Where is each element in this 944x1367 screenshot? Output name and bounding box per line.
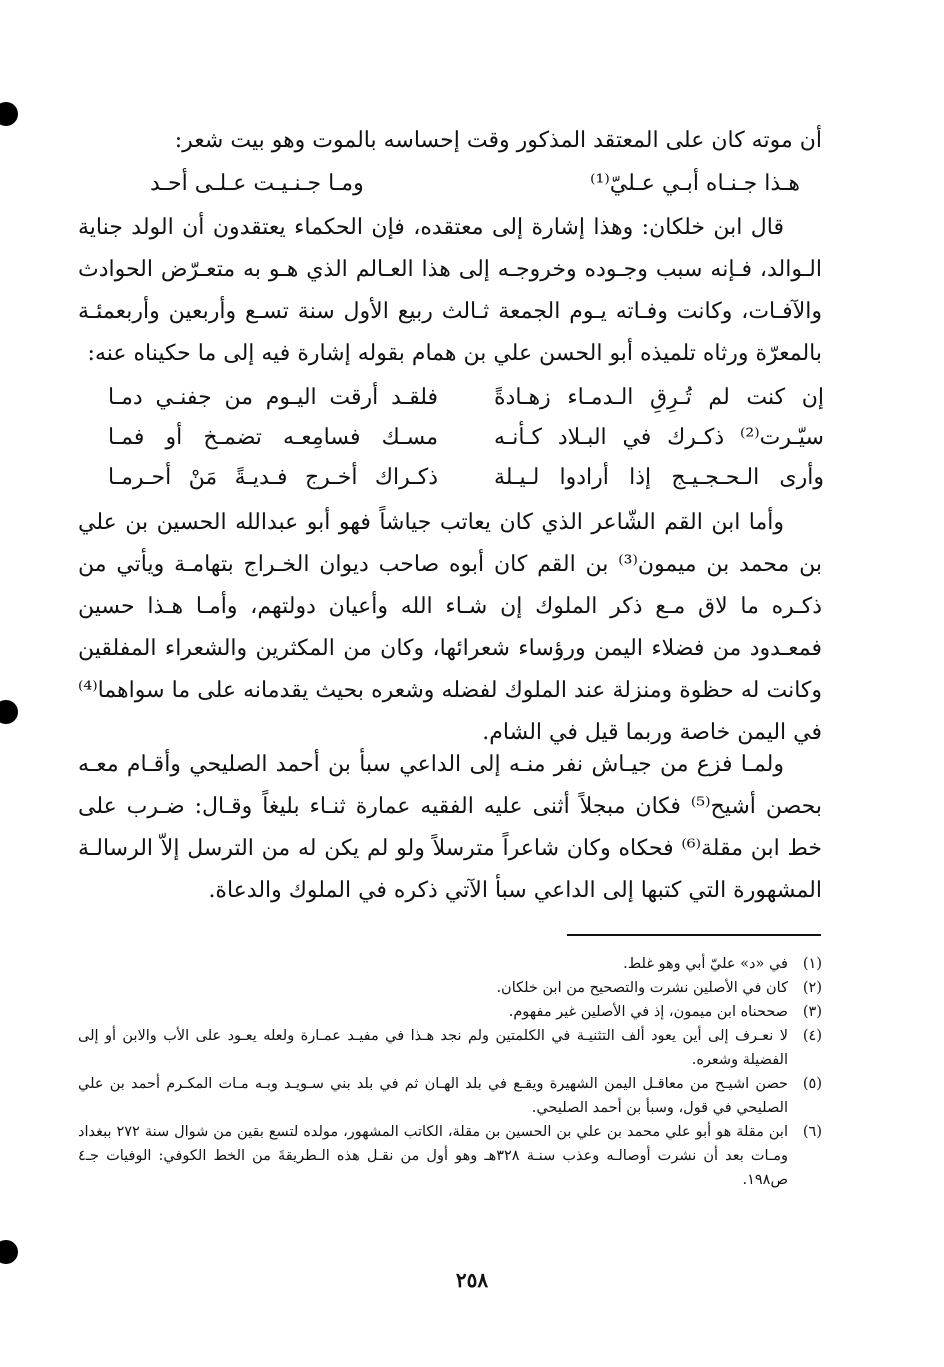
single-verse-first-hemistich: هـذا جـنـاه أبـي عـليّ⁽¹⁾: [590, 171, 800, 196]
elegy-poem: [108, 378, 824, 498]
footnotes: [78, 952, 822, 1192]
poem-line-1-first: إن كنت لم تُـرِقِ الـدمـاء زهـادةً: [494, 385, 824, 410]
footnote-separator: [567, 934, 821, 936]
footnote-number: (٦): [802, 1124, 822, 1140]
paragraph-2-text: وأما ابن القم الشّاعر الذي كان يعاتب جياشاً فهو أبو عبدالله الحسين بن علي بن محمد بن ميمون⁽³⁾ بن القم كان أبوه صاحب ديوان الخـراج بتهامـة ويأتي من ذكـره ما لاق مـع ذكر الملوك إن شـاء الله وأعيان دولتهم، وأمـا هـذا حسين فمعـدود من فضلاء اليمن ورؤساء شعرائها، وكان من المكثرين والشعراء المفلقين وكانت له حظوة ومنزلة عند الملوك لفضله وشعره بحيث يقدمانه على ما سواهما⁽⁴⁾ في اليمن خاصة وربما قيل في الشام.: [78, 510, 822, 745]
footnote-number: (٣): [802, 1004, 822, 1020]
poem-line: [108, 458, 824, 498]
poem-line-2-second: مسـك فسامِعـه تضمـخ أو فمـا: [108, 425, 438, 450]
footnote-text: في «د» عليّ أبي وهو غلط.: [623, 956, 788, 972]
binding-hole-middle: [0, 700, 18, 724]
binding-hole-top: [0, 102, 18, 126]
footnote: [78, 952, 822, 976]
poem-line: [108, 378, 824, 418]
paragraph-3-text: ولمـا فزع من جيـاش نفر منـه إلى الداعي سبأ بن أحمد الصليحي وأقـام معـه بحصن أشيح⁽⁵⁾ فكان مبجلاً أثنى عليه الفقيه عمارة ثنـاء بليغاً وقـال: ضـرب على خط ابن مقلة⁽⁶⁾ فحكاه وكان شاعراً مترسلاً ولو لم يكن له من الترسل إلاّ الرسالـة المشهورة التي كتبها إلى الداعي سبأ الآتي ذكره في الملوك والدعاة.: [78, 752, 823, 903]
footnote-text: لا نعـرف إلى أين يعود ألف التثنيـة في الكلمتين ولم نجد هـذا في مفيـد عمـارة ولعله يعـود على الأب والابن أو إلى الفضيلة وشعره.: [78, 1028, 788, 1068]
footnote-text: ابن مقلة هو أبو علي محمد بن علي بن الحسين بن مقلة، الكاتب المشهور، مولده لتسع بقين من شوال سنة ٢٧٢ ببغداد ومـات بعد أن نشرت أوصالـه وعذب سنـة ٣٢٨هـ وهو أول من نقـل هذه الـطريقةَ من الخط الكوفي: الوفيات جـ٤ ص١٩٨.: [78, 1124, 788, 1188]
poem-line: [108, 418, 824, 458]
footnote: [78, 1072, 822, 1120]
paragraph-1-text: قال ابن خلكان: وهذا إشارة إلى معتقده، فإن الحكماء يعتقدون أن الولد جناية الـوالد، فـإنه سبب وجـوده وخروجـه إلى هذا العـالم الذي هـو به متعـرّض الحوادث والآفـات، وكانت وفـاته يـوم الجمعة ثـالث ربيع الأول سنة تسـع وأربعين وأربعمئـة بالمعرّة ورثاه تلميذه أبو الحسن علي بن همام بقوله إشارة فيه إلى ما حكيناه عنه:: [78, 215, 822, 366]
footnote: [78, 1120, 822, 1192]
footnote-text: صححناه ابن ميمون، إذ في الأصلين غير مفهوم.: [508, 1004, 788, 1020]
footnote-text: حصن اشيـح من معاقـل اليمن الشهيرة ويقـع في بلد الهـان ثم في بلد بني سـويـد وبـه مـات المكـرم أحمد بن علي الصليحي في قول، وسبأ بن أحمد الصليحي.: [78, 1076, 788, 1116]
footnote-number: (٥): [802, 1076, 822, 1092]
single-verse: [150, 163, 800, 205]
paragraph-1: [78, 207, 822, 375]
poem-line-3-first: وأرى الـحـجـيـج إذا أرادوا لـيـلة: [494, 465, 824, 490]
footnote-number: (١): [802, 956, 822, 972]
footnote: [78, 976, 822, 1000]
footnote: [78, 1024, 822, 1072]
footnote-text: كان في الأصلين نشرت والتصحيح من ابن خلكان.: [496, 980, 788, 996]
intro-line: [78, 120, 822, 162]
binding-hole-bottom: [0, 1240, 18, 1264]
footnote: [78, 1000, 822, 1024]
footnote-number: (٤): [802, 1028, 822, 1044]
poem-line-3-second: ذكـراك أخـرج فـديـةً مَنْ أحـرمـا: [108, 465, 438, 490]
single-verse-second-hemistich: ومـا جـنـيـت عـلـى أحـد: [150, 171, 364, 196]
footnote-number: (٢): [802, 980, 822, 996]
page-number: ٢٥٨: [455, 1268, 489, 1292]
paragraph-2: [78, 502, 822, 754]
poem-line-1-second: فلقـد أرقت اليـوم من جفنـي دمـا: [108, 385, 438, 410]
poem-line-2-first: سيّـرت⁽²⁾ ذكـرك في البـلاد كـأنـه: [494, 425, 824, 450]
intro-text: أن موته كان على المعتقد المذكور وقت إحساسه بالموت وهو بيت شعر:: [174, 128, 822, 153]
paragraph-3: [78, 744, 822, 912]
